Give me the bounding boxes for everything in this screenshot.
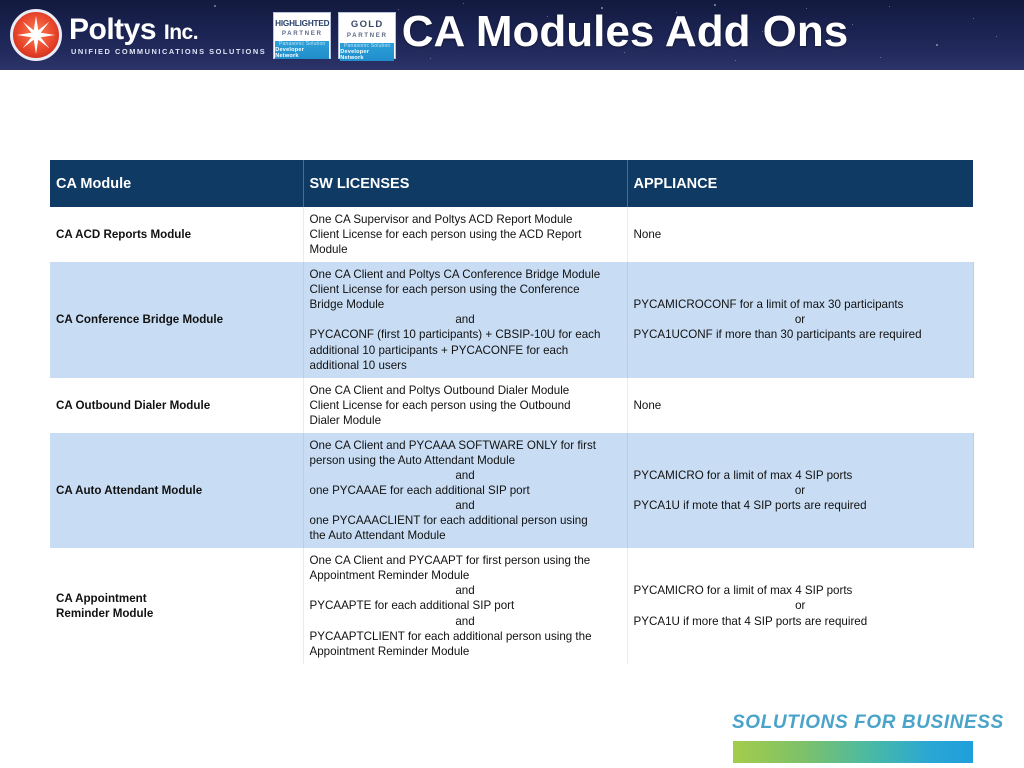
text-line: Appointment Reminder Module (309, 569, 470, 583)
cell-appliance (627, 262, 973, 377)
poltys-name-text: Poltys (69, 12, 157, 46)
text-line: One CA Client and PYCAAPT for first person using the (309, 554, 591, 568)
text-line: PYCACONF (first 10 participants) + CBSIP-10U for each (309, 328, 601, 342)
text-line: one PYCAAACLIENT for each additional person using (309, 514, 588, 528)
cell-sw-licenses (303, 433, 627, 548)
cell-appliance: None (627, 378, 973, 433)
column-header-ca-module: CA Module (50, 160, 303, 207)
star-speck (936, 44, 938, 46)
module-name-line: CA ACD Reports Module (56, 228, 192, 242)
text-line: One CA Client and PYCAAA SOFTWARE ONLY for first (309, 438, 597, 452)
text-line: the Auto Attendant Module (309, 529, 446, 543)
module-name-line: Reminder Module (56, 606, 154, 620)
module-name-line: CA Outbound Dialer Module (56, 398, 211, 412)
module-name-line: CA Auto Attendant Module (56, 484, 203, 497)
text-line: Dialer Module (309, 413, 382, 427)
text-line: one PYCAAAE for each additional SIP port (309, 484, 530, 497)
text-line: PYCAMICRO for a limit of max 4 SIP ports (633, 584, 853, 598)
footer-gradient-bar (733, 741, 973, 763)
conjunction-line: or (794, 484, 806, 497)
text-line: One CA Supervisor and Poltys ACD Report Module (309, 213, 573, 226)
ca-modules-table (50, 160, 974, 664)
cell-sw-licenses (303, 207, 627, 262)
conjunction-line: and (455, 499, 475, 513)
text-line: PYCA1UCONF if more than 30 participants are required (633, 328, 922, 342)
cell-module-name (50, 548, 303, 663)
cell-sw-licenses (303, 378, 627, 433)
text-line: One CA Client and Poltys CA Conference Bridge Module (309, 268, 601, 282)
cell-module-name (50, 378, 303, 433)
column-header-sw-licenses: SW LICENSES (303, 160, 627, 207)
cell-appliance: None (627, 207, 973, 262)
badge-highlighted-strip-line1: Panasonic Solution (279, 40, 326, 47)
table-body (50, 207, 973, 664)
conjunction-line: and (455, 614, 475, 628)
table-row (50, 262, 973, 377)
text-line: Client License for each person using the Outbound (309, 398, 571, 412)
brand-logo-block (10, 6, 396, 64)
badge-gold-strip-line1: Panasonic Solution (344, 42, 391, 49)
page-title: CA Modules Add Ons (401, 7, 849, 56)
text-line: additional 10 users (309, 358, 407, 372)
star-speck (880, 57, 881, 58)
text-line: Module (309, 243, 348, 257)
table-row (50, 207, 973, 262)
text-line: Client License for each person using the Conference (309, 283, 580, 297)
text-line: PYCA1U if more that 4 SIP ports are required (633, 614, 868, 628)
text-line: additional 10 participants + PYCACONFE for each (309, 343, 569, 357)
text-line: PYCA1U if mote that 4 SIP ports are required (633, 499, 867, 513)
table-row (50, 548, 973, 663)
text-line: Appointment Reminder Module (309, 644, 470, 658)
star-speck (973, 18, 974, 19)
text-line: person using the Auto Attendant Module (309, 453, 516, 467)
badge-highlighted-line1: HIGHLIGHTED (275, 18, 330, 28)
cell-module-name (50, 433, 303, 548)
column-header-appliance: APPLIANCE (627, 160, 973, 207)
conjunction-line: and (455, 468, 475, 482)
star-speck (714, 4, 716, 6)
badge-gold-line1: GOLD (350, 18, 384, 30)
badge-highlighted-strip (275, 41, 329, 59)
poltys-wordmark (69, 12, 267, 56)
star-speck (463, 3, 464, 4)
footer-tagline: SOLUTIONS FOR BUSINESS (732, 712, 1004, 733)
conjunction-line: and (455, 313, 475, 327)
text-line: PYCAMICRO for a limit of max 4 SIP ports (633, 468, 853, 482)
badge-highlighted-partner (273, 12, 331, 59)
table-row (50, 433, 973, 548)
text-line: PYCAAPTCLIENT for each additional person using the (309, 629, 592, 643)
table-header-row (50, 160, 973, 207)
cell-appliance (627, 548, 973, 663)
badge-highlighted-strip-line2: Developer Network (275, 46, 305, 59)
cell-module-name (50, 207, 303, 262)
conjunction-line: or (795, 599, 806, 613)
ca-modules-table-container (50, 160, 973, 664)
poltys-tagline: UNIFIED COMMUNICATIONS SOLUTIONS (71, 46, 267, 56)
text-line: One CA Client and Poltys Outbound Dialer Module (309, 383, 570, 397)
conjunction-line: or (794, 313, 806, 327)
text-line: Bridge Module (309, 298, 385, 312)
header-banner (0, 0, 1024, 70)
cell-sw-licenses (303, 262, 627, 377)
badge-gold-line2: PARTNER (346, 31, 388, 39)
table-header (50, 160, 973, 207)
star-speck (735, 60, 736, 61)
poltys-starburst-icon (10, 9, 62, 61)
conjunction-line: and (455, 584, 475, 598)
cell-module-name (50, 262, 303, 377)
table-row (50, 378, 973, 433)
poltys-suffix: Inc. (163, 20, 199, 44)
poltys-name (69, 12, 266, 46)
badge-highlighted-line2: PARTNER (281, 29, 323, 37)
badge-gold-strip-line2: Developer Network (340, 48, 370, 61)
module-name-line: CA Conference Bridge Module (56, 313, 224, 327)
cell-appliance (627, 433, 973, 548)
star-speck (996, 36, 997, 37)
module-name-line: CA Appointment (56, 591, 147, 605)
text-line: PYCAAPTE for each additional SIP port (309, 599, 515, 613)
text-line: Client License for each person using the ACD Report (309, 228, 582, 242)
cell-sw-licenses (303, 548, 627, 663)
text-line: PYCAMICROCONF for a limit of max 30 participants (633, 298, 904, 312)
star-speck (430, 58, 431, 59)
